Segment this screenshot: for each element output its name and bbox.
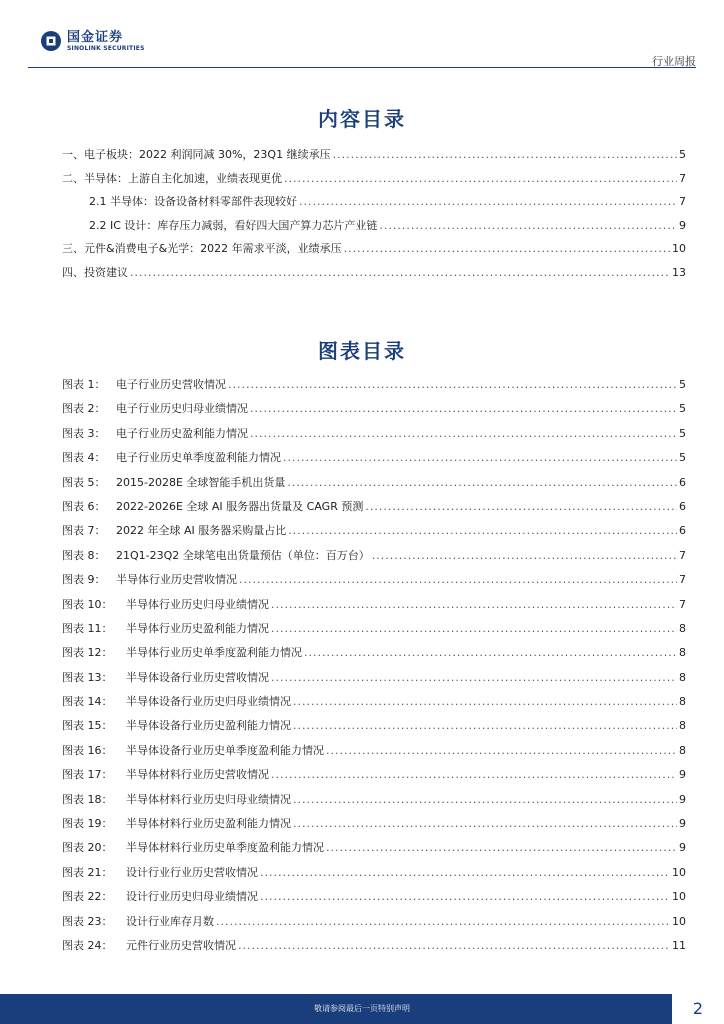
figure-label: 图表 21：: [62, 865, 113, 879]
figure-entry[interactable]: [62, 498, 686, 522]
toc-leader-dots: [283, 451, 677, 464]
toc-entry-title: 二、半导体：上游自主化加速，业绩表现更优: [62, 171, 282, 185]
figure-entry[interactable]: [62, 547, 686, 571]
figure-title: 半导体材料行业历史营收情况: [126, 768, 269, 782]
toc-entry-page: 10: [672, 242, 686, 255]
figure-title: 半导体材料行业历史归母业绩情况: [126, 792, 291, 806]
toc-leader-dots: [326, 841, 677, 854]
figure-title: 半导体行业历史归母业绩情况: [126, 597, 269, 611]
figure-entry[interactable]: [62, 571, 686, 595]
figure-page: 10: [672, 890, 686, 904]
toc-leader-dots: [271, 622, 677, 635]
figure-label: 图表 2：: [62, 402, 106, 416]
figure-entry[interactable]: [62, 474, 686, 498]
figure-page: 7: [679, 597, 686, 611]
figure-title: 半导体设备行业历史归母业绩情况: [126, 695, 291, 709]
figure-page: 6: [679, 524, 686, 538]
figure-title: 半导体材料行业历史单季度盈利能力情况: [126, 841, 324, 855]
figure-title: 半导体行业历史营收情况: [116, 573, 237, 587]
figure-entry[interactable]: [62, 620, 686, 644]
figure-page: 7: [679, 548, 686, 562]
figure-title: 半导体行业历史盈利能力情况: [126, 621, 269, 635]
figure-title: 半导体设备行业历史盈利能力情况: [126, 719, 291, 733]
figure-page: 9: [679, 841, 686, 855]
figure-entry[interactable]: [62, 791, 686, 815]
figure-page: 5: [679, 451, 686, 465]
figure-label: 图表 19：: [62, 817, 113, 831]
figure-entry[interactable]: [62, 644, 686, 668]
toc-entry-title: 2.2 IC 设计：库存压力减弱，看好四大国产算力芯片产业链: [89, 218, 378, 232]
toc-entry-title: 三、元件&消费电子&光学：2022 年需求平淡，业绩承压: [62, 242, 342, 255]
toc-leader-dots: [326, 744, 677, 757]
figure-entry[interactable]: [62, 815, 686, 839]
logo-name-cn: 国金证券: [67, 29, 124, 45]
toc-entry[interactable]: [62, 146, 686, 170]
figure-title: 2022-2026E 全球 AI 服务器出货量及 CAGR 预测: [116, 499, 364, 513]
figure-title: 电子行业历史单季度盈利能力情况: [116, 451, 281, 465]
figure-title: 半导体设备行业历史营收情况: [126, 670, 269, 684]
toc-leader-dots: [130, 266, 670, 279]
toc-leader-dots: [287, 476, 677, 489]
toc-leader-dots: [250, 427, 677, 440]
contents-list: [62, 146, 686, 287]
toc-subentry[interactable]: [62, 217, 686, 241]
toc-entry-page: 13: [672, 265, 686, 279]
toc-entry-title: 2.1 半导体：设备设备材料零部件表现较好: [89, 195, 297, 208]
page-footer: [0, 994, 724, 1024]
figure-entry[interactable]: [62, 742, 686, 766]
figures-list: [62, 376, 686, 961]
figure-title: 电子行业历史营收情况: [116, 378, 226, 391]
figure-label: 图表 13：: [62, 670, 113, 684]
figure-label: 图表 23：: [62, 914, 113, 928]
toc-entry-page: 5: [679, 148, 686, 161]
page-number: 2: [672, 994, 724, 1024]
logo-icon: [40, 30, 62, 52]
figure-title: 电子行业历史盈利能力情况: [116, 426, 248, 440]
figure-title: 设计行业行业历史营收情况: [126, 865, 258, 879]
figure-label: 图表 8：: [62, 548, 106, 562]
figure-label: 图表 24：: [62, 938, 113, 952]
toc-leader-dots: [372, 549, 677, 562]
toc-entry[interactable]: [62, 264, 686, 288]
figure-entry[interactable]: [62, 864, 686, 888]
figure-title: 半导体设备行业历史单季度盈利能力情况: [126, 743, 324, 757]
figure-entry[interactable]: [62, 937, 686, 961]
figure-label: 图表 6：: [62, 499, 106, 513]
figure-page: 11: [672, 938, 686, 952]
figure-entry[interactable]: [62, 449, 686, 473]
toc-leader-dots: [216, 915, 670, 928]
figure-title: 电子行业历史归母业绩情况: [116, 402, 248, 416]
toc-leader-dots: [271, 671, 677, 684]
page-header: [0, 0, 724, 66]
figure-label: 图表 9：: [62, 573, 106, 587]
figure-page: 5: [679, 402, 686, 416]
figure-label: 图表 18：: [62, 792, 113, 806]
figure-label: 图表 11：: [62, 621, 113, 635]
figure-label: 图表 16：: [62, 743, 113, 757]
figure-page: 8: [679, 743, 686, 757]
figure-page: 9: [679, 817, 686, 831]
figure-label: 图表 12：: [62, 646, 113, 660]
figure-page: 8: [679, 621, 686, 635]
figure-label: 图表 22：: [62, 890, 113, 904]
figure-page: 6: [679, 475, 686, 489]
figure-title: 设计行业库存月数: [126, 914, 214, 928]
logo-name-en: SINOLINK SECURITIES: [67, 44, 145, 52]
toc-leader-dots: [299, 195, 677, 208]
company-logo: [40, 30, 145, 52]
toc-leader-dots: [250, 402, 677, 415]
figure-title: 设计行业历史归母业绩情况: [126, 890, 258, 904]
figure-label: 图表 14：: [62, 695, 113, 709]
toc-leader-dots: [293, 695, 677, 708]
figure-label: 图表 4：: [62, 451, 106, 465]
toc-leader-dots: [260, 890, 670, 903]
toc-leader-dots: [271, 598, 677, 611]
figure-page: 8: [679, 670, 686, 684]
toc-leader-dots: [288, 524, 677, 537]
toc-leader-dots: [293, 817, 677, 830]
toc-subentry[interactable]: [62, 193, 686, 217]
toc-leader-dots: [365, 500, 677, 513]
figure-title: 2022 年全球 AI 服务器采购量占比: [116, 524, 287, 538]
figure-page: 8: [679, 695, 686, 709]
figure-title: 21Q1-23Q2 全球笔电出货量预估（单位：百万台）: [116, 548, 370, 562]
toc-entry-page: 7: [679, 195, 686, 208]
figure-title: 2015-2028E 全球智能手机出货量: [116, 475, 286, 489]
toc-leader-dots: [293, 719, 677, 732]
figure-entry[interactable]: [62, 425, 686, 449]
toc-entry-page: 7: [679, 171, 686, 185]
figure-label: 图表 5：: [62, 475, 106, 489]
toc-entry[interactable]: [62, 170, 686, 194]
figure-page: 10: [672, 865, 686, 879]
figure-entry[interactable]: [62, 717, 686, 741]
figure-page: 9: [679, 768, 686, 782]
figure-label: 图表 10：: [62, 597, 113, 611]
figure-page: 10: [672, 914, 686, 928]
figure-entry[interactable]: [62, 693, 686, 717]
toc-entry[interactable]: [62, 240, 686, 264]
toc-entry-page: 9: [679, 218, 686, 232]
header-divider: [28, 67, 696, 68]
toc-leader-dots: [333, 148, 677, 161]
report-type: 行业周报: [652, 55, 696, 68]
figure-label: 图表 1：: [62, 378, 106, 391]
figure-entry[interactable]: [62, 766, 686, 790]
figure-title: 元件行业历史营收情况: [126, 938, 236, 952]
figure-page: 9: [679, 792, 686, 806]
disclaimer-note: 敬请参阅最后一页特别声明: [314, 1004, 410, 1013]
figure-page: 5: [679, 378, 686, 391]
figure-label: 图表 15：: [62, 719, 113, 733]
toc-leader-dots: [238, 939, 670, 952]
figure-page: 8: [679, 646, 686, 660]
toc-leader-dots: [271, 768, 677, 781]
toc-leader-dots: [293, 793, 677, 806]
figure-label: 图表 3：: [62, 426, 106, 440]
figure-page: 5: [679, 426, 686, 440]
figure-entry[interactable]: [62, 376, 686, 400]
figure-label: 图表 17：: [62, 768, 113, 782]
figure-entry[interactable]: [62, 400, 686, 424]
figures-heading: 图表目录: [318, 339, 406, 363]
toc-leader-dots: [379, 219, 677, 232]
toc-leader-dots: [228, 378, 677, 391]
toc-leader-dots: [304, 646, 677, 659]
figure-label: 图表 20：: [62, 841, 113, 855]
toc-leader-dots: [239, 573, 677, 586]
figure-title: 半导体行业历史单季度盈利能力情况: [126, 646, 302, 660]
figure-entry[interactable]: [62, 596, 686, 620]
toc-entry-title: 一、电子板块：2022 利润同减 30%，23Q1 继续承压: [62, 148, 331, 161]
toc-leader-dots: [344, 242, 670, 255]
toc-leader-dots: [284, 172, 677, 185]
figure-title: 半导体材料行业历史盈利能力情况: [126, 817, 291, 831]
figure-entry[interactable]: [62, 522, 686, 546]
figure-entry[interactable]: [62, 669, 686, 693]
figure-entry[interactable]: [62, 913, 686, 937]
figure-label: 图表 7：: [62, 524, 106, 538]
figure-entry[interactable]: [62, 888, 686, 912]
figure-entry[interactable]: [62, 839, 686, 863]
figure-page: 8: [679, 719, 686, 733]
figure-page: 6: [679, 499, 686, 513]
toc-leader-dots: [260, 866, 670, 879]
toc-entry-title: 四、投资建议: [62, 265, 128, 279]
figure-page: 7: [679, 573, 686, 587]
contents-heading: 内容目录: [318, 107, 406, 131]
